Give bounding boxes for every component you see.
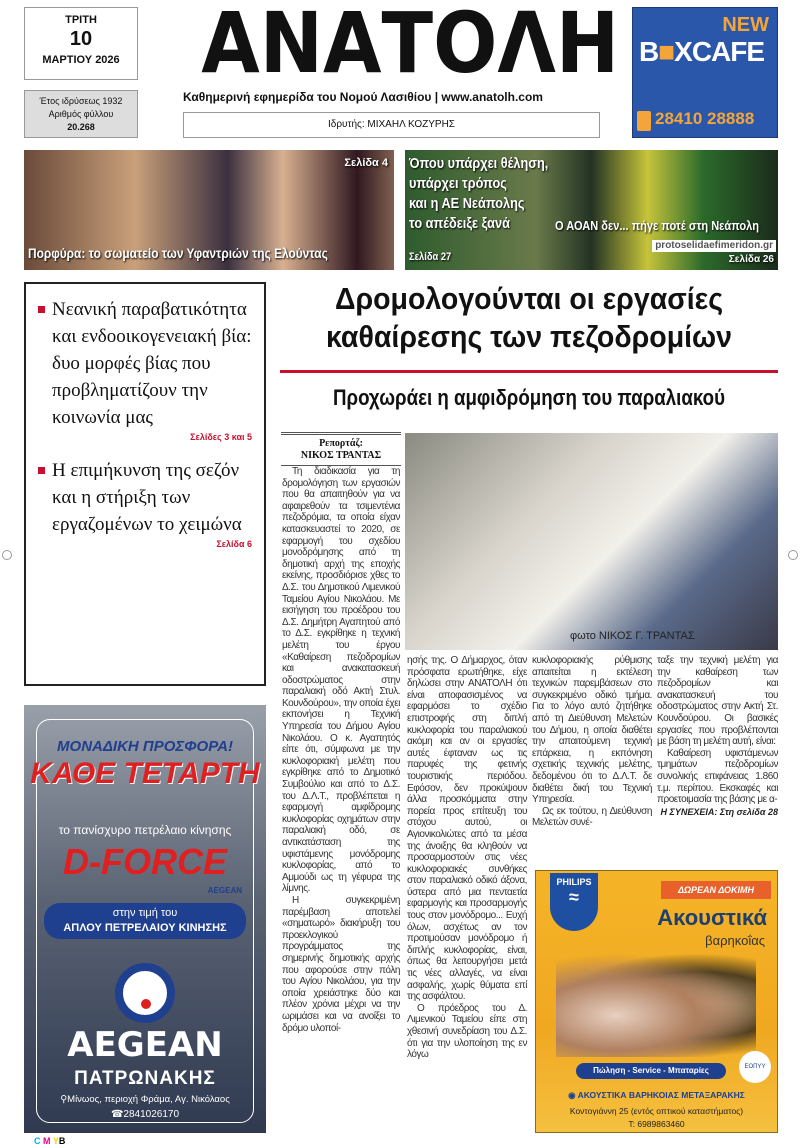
paragraph: κυκλοφοριακής ρύθμισης απαιτείται η εκτέλεση τεχνικών παρεμβάσεων στο συγκεκριμένο οδικό τμήμα. Για το λόγο αυτό ζητήθηκε από τη Διεύθυνση Μελετών του Δήμου, η οποία διαθέτει την απαιτούμενη τεχνική επάρκεια, η εκπόνηση σχετικής τεχνικής μελέτης, δεδομένου ότι το Δ.Λ.Τ. δε διαθέτει δική του Τεχνική Υπηρεσία. [532,655,652,806]
paragraph: ταξε την τεχνική μελέτη για την καθαίρεση των πεζοδρομίων και ανακατασκευή του οδοστρώματος στην Ακτή Στ. Κουνδούρου. Οι βασικές εργασίες που προβλέπονται με βάση τη μελέτη αυτή, είναι: [657,655,778,748]
teaser-second-title: Ο ΑΟΑΝ δεν... πήγε ποτέ στη Νεάπολη [555,218,760,233]
byline-label: Ρεπορτάζ: [319,438,363,449]
ad-desc: το πανίσχυρο πετρέλαιο κίνησης [58,823,232,837]
article-column-4 [657,655,778,818]
subheadline: Προχωράει η αμφιδρόμηση του παραλιακού [333,385,725,410]
speech-bubble-icon: ■ [658,36,675,67]
article-column-3 [532,655,652,829]
founded-year: Έτος ιδρύσεως 1932 [39,96,123,106]
registration-mark-icon [2,550,12,560]
mark-b: B [58,1136,66,1146]
teaser-title-lines [409,154,548,234]
paragraph: Καθαίρεση υφιστάμενων τμημάτων πεζοδρομίων συνολικής επιφάνειας 1.860 τ.μ. περίπου. Εκσκαφές και προετοιμασία της βάσης με α- [657,747,778,806]
highlight-text: Νεανική παραβατικότητα και ενδοοικογενειακή βία: δυο μορφές βίας που προβληματίζουν την κοινωνία μας [52,299,252,428]
ad-brand [639,36,764,68]
ad-phone: Τ: 6989863460 [628,1119,685,1129]
weekday: ΤΡΙΤΗ [65,14,97,26]
date-box [24,7,138,80]
teaser-photo-porfyra[interactable] [24,150,394,270]
teaser-photo-football[interactable] [405,150,778,270]
philips-shield-icon: PHILIPS ≈ [550,873,598,931]
paragraph: Ο πρόεδρος του Δ. Λιμενικού Ταμείου είπε στη χθεσινή συνεδρίαση του Δ.Σ. ότι για την υλοποίηση της εν λόγω [407,1002,527,1061]
mark-m: M [43,1136,51,1146]
eopyy-seal: ΕΟΠΥΥ [739,1051,771,1083]
highlight-page: Σελίδες 3 και 5 [190,432,252,442]
continued-link[interactable]: Η ΣΥΝΕΧΕΙΑ: Στη σελίδα 28 [660,806,778,817]
price-line: ΑΠΛΟΥ ΠΕΤΡΕΛΑΙΟΥ ΚΙΝΗΣΗΣ [63,922,227,934]
paragraph: Η συγκεκριμένη παρέμβαση αποτελεί «σηματωρό» διακήρυξη του προεκλογικού προγράμματος της σημερινής δημοτικής αρχής που αφορούσε στην πόλη του Αγίου Νικολάου, για την οποία χρειάστηκε δύο και πλέον χρόνια μέχρι να την ωριμάσει και να ανοίξει το δρόμο υλοποί- [282,894,400,1034]
mark-y: Y [52,1136,59,1146]
divider [280,370,778,373]
brand-rest: XCAFE [674,36,765,67]
highlight-text: Η επιμήκυνση της σεζόν και η στήριξη των εργαζομένων το χειμώνα [52,460,242,535]
address-text: Μίνωος, περιοχή Φράμα, Αγ. Νικόλαος [67,1094,230,1105]
article-column-2 [407,655,527,1061]
ad-phone [24,1108,266,1121]
brand-b: B [639,36,659,67]
ear-icon: ◉ [568,1090,578,1100]
teaser-page: Σελίδα 27 [409,251,452,263]
founder-box: Ιδρυτής: ΜΙΧΑΗΛ ΚΟΖΥΡΗΣ [183,112,600,138]
highlight-item[interactable] [38,296,252,431]
ad-subtitle: βαρηκοΐας [705,933,765,948]
issue-info-box [24,90,138,138]
teaser-title: Πορφύρα: το σωματείο των Υφαντριών της Ελούντας [28,245,328,261]
main-headline: Δρομολογούνται οι εργασίες καθαίρεσης των πεζοδρομίων [325,281,733,354]
location-pin-icon: ⚲ [60,1094,68,1105]
byline-name: ΝΙΚΟΣ ΤΡΑΝΤΑΣ [300,450,382,461]
philips-brand: PHILIPS [556,877,592,887]
phone-icon [637,111,651,131]
teaser-line: υπάρχει τρόπος [409,175,507,192]
bullet-icon [38,306,45,313]
teaser-line: και η ΑΕ Νεάπολης [409,195,525,212]
mark-c: C [34,1136,41,1146]
ad-product [24,841,266,883]
paragraph: Τη διαδικασία για τη δρομολόγηση των εργασιών που θα απαιτηθούν για να αφαιρεθούν τα τσιμεντένια πεζοδρόμια, τα οποία είχαν κατασκευαστεί το 2020, σε εφαρμογή του σχεδίου μονοδρόμησης από τη δημοτική αρχή της εποχής εκείνης, προσδιόρισε χθες το Δ.Σ. του Δημοτικού Λιμενικού Ταμείου Αγίου Νικολάου. Με εισήγηση του προέδρου του Δ.Σ. Δημήτρη Αγαπητού από το Δ.Σ. εγκρίθηκε η τεχνική μελέτη του έργου «Καθαίρεση πεζοδρομίων και ανακατασκευή οδοστρώματος στην παραλιακή οδό Ακτή Στυλ. Κουνδούρου», την οποία έχει εκπονήσει η Τεχνική Υπηρεσία του Δήμου Αγίου Νικολάου. Ο κ. Αγαπητός είπε ότι, σύμφωνα με την κυκλοφοριακή μελέτη που εγκρίθηκε από το Δημοτικό Συμβούλιο και από το Δ.Σ. του Δ.Λ.Τ., προβλέπεται η εφαρμογή αμφίδρομης κυκλοφορίας οχημάτων στην παραλιακή οδό, σε αντικατάσταση της υφιστάμενης μονόδρομης κυκλοφορίας, από το Αμμούδι ως τη γέφυρα της λίμνης. [282,466,400,895]
ad-price-pill [44,903,246,939]
ad-phone: 28410 28888 [655,109,755,128]
article-column-1 [282,466,400,1034]
ad-new-label: NEW [722,14,769,36]
boxcafe-ad[interactable] [632,7,778,138]
teaser-line: Όπου υπάρχει θέληση, [409,155,549,172]
issue-number: 20.268 [67,122,95,132]
byline [281,432,401,466]
ad-services: Πώληση - Service - Μπαταρίες [576,1063,726,1079]
ad-brand: AEGEAN [67,1025,223,1065]
aegean-ad[interactable] [24,705,266,1133]
highlight-item[interactable] [38,457,252,538]
ad-title: Ακουστικά [657,905,767,930]
article-photo[interactable] [405,433,778,650]
free-trial-badge: ΔΩΡΕΑΝ ΔΟΚΙΜΗ [661,881,771,899]
print-marks [34,1136,65,1146]
bullet-icon [38,467,45,474]
teaser-line: το απέδειξε ξανά [409,215,510,232]
store-name: ΑΚΟΥΣΤΙΚΑ ΒΑΡΗΚΟΙΑΣ ΜΕΤΑΞΑΡΑΚΗΣ [577,1090,745,1100]
month-year: ΜΑΡΤΙΟΥ 2026 [42,54,120,66]
ad-address: Κοντογιάννη 25 (εντός οπτικού καταστήματος) [569,1106,744,1116]
paragraph: ησής της. Ο Δήμαρχος, όταν πρόσφατα ερωτήθηκε, είχε δηλώσει στην ΑΝΑΤΟΛΗ ότι είναι αποφασισμένος να εφαρμόσει το σχέδιο επιστροφής στη διπλή κυκλοφορία του παραλιακού ακόμη και αν οι εργασίες αυτές έφταναν ως τις παρυφές της φετινής τουριστικής περιόδου. Εφόσον, δεν προκύψουν άλλα προσκόμματα στην πορεία προς επίτευξη του στόχου αυτού, οι Αγιονικολιώτες από τα μέσα της άνοιξης θα κληθούν να προσαρμοστούν στις νέες κυκλοφοριακές συνθήκες στον παραλιακό οδικό άξονα, ύστερα από μια πενταετία εφαρμογής και προσαρμογής τους στον μονόδρομο... Ευχή όλων, ασχέτως αν τον προτιμούσαν μονόδρομο ή διπλής κυκλοφορίας, είναι, όπως θα λειτουργήσει μετά τις νέες αλλαγές, να είναι ασφαλής, χωρίς θύματα επί της ασφάλτου. [407,655,527,1003]
ad-day: ΚΑΘΕ ΤΕΤΑΡΤΗ [30,757,260,790]
aegean-logo-icon [115,963,175,1023]
registration-mark-icon [788,550,798,560]
watermark: protoselidaefimeridon.gr [652,240,776,252]
highlight-page: Σελίδα 6 [216,539,252,549]
teaser-second-page: Σελίδα 26 [728,254,774,265]
teaser-page: Σελίδα 4 [344,157,388,169]
ad-store [536,1089,777,1101]
day-number: 10 [69,28,93,50]
newspaper-logo: ΑΝΑΤΟΛΗ [201,0,620,92]
highlights-box [24,282,266,686]
phone-icon: ☎ [110,1109,124,1120]
ad-address [24,1093,266,1106]
price-line: στην τιμή του [112,907,178,919]
ad-owner: ΠΑΤΡΩΝΑΚΗΣ [74,1068,216,1089]
mini-brand: AEGEAN [207,886,242,895]
issue-label: Αριθμός φύλλου [48,109,114,119]
phone-text: 2841026170 [123,1109,180,1120]
product-name: D-FORCE [63,841,227,882]
tagline: Καθημερινή εφημερίδα του Νομού Λασιθίου | www.anatolh.com [183,90,543,104]
paragraph: Ως εκ τούτου, η Διεύθυνση Μελετών συνέ- [532,805,652,829]
couple-photo [556,953,756,1057]
photo-credit: φωτο ΝΙΚΟΣ Γ. ΤΡΑΝΤΑΣ [570,630,695,642]
philips-hearing-ad[interactable] [535,870,778,1133]
ad-offer: ΜΟΝΑΔΙΚΗ ΠΡΟΣΦΟΡΑ! [57,738,233,755]
